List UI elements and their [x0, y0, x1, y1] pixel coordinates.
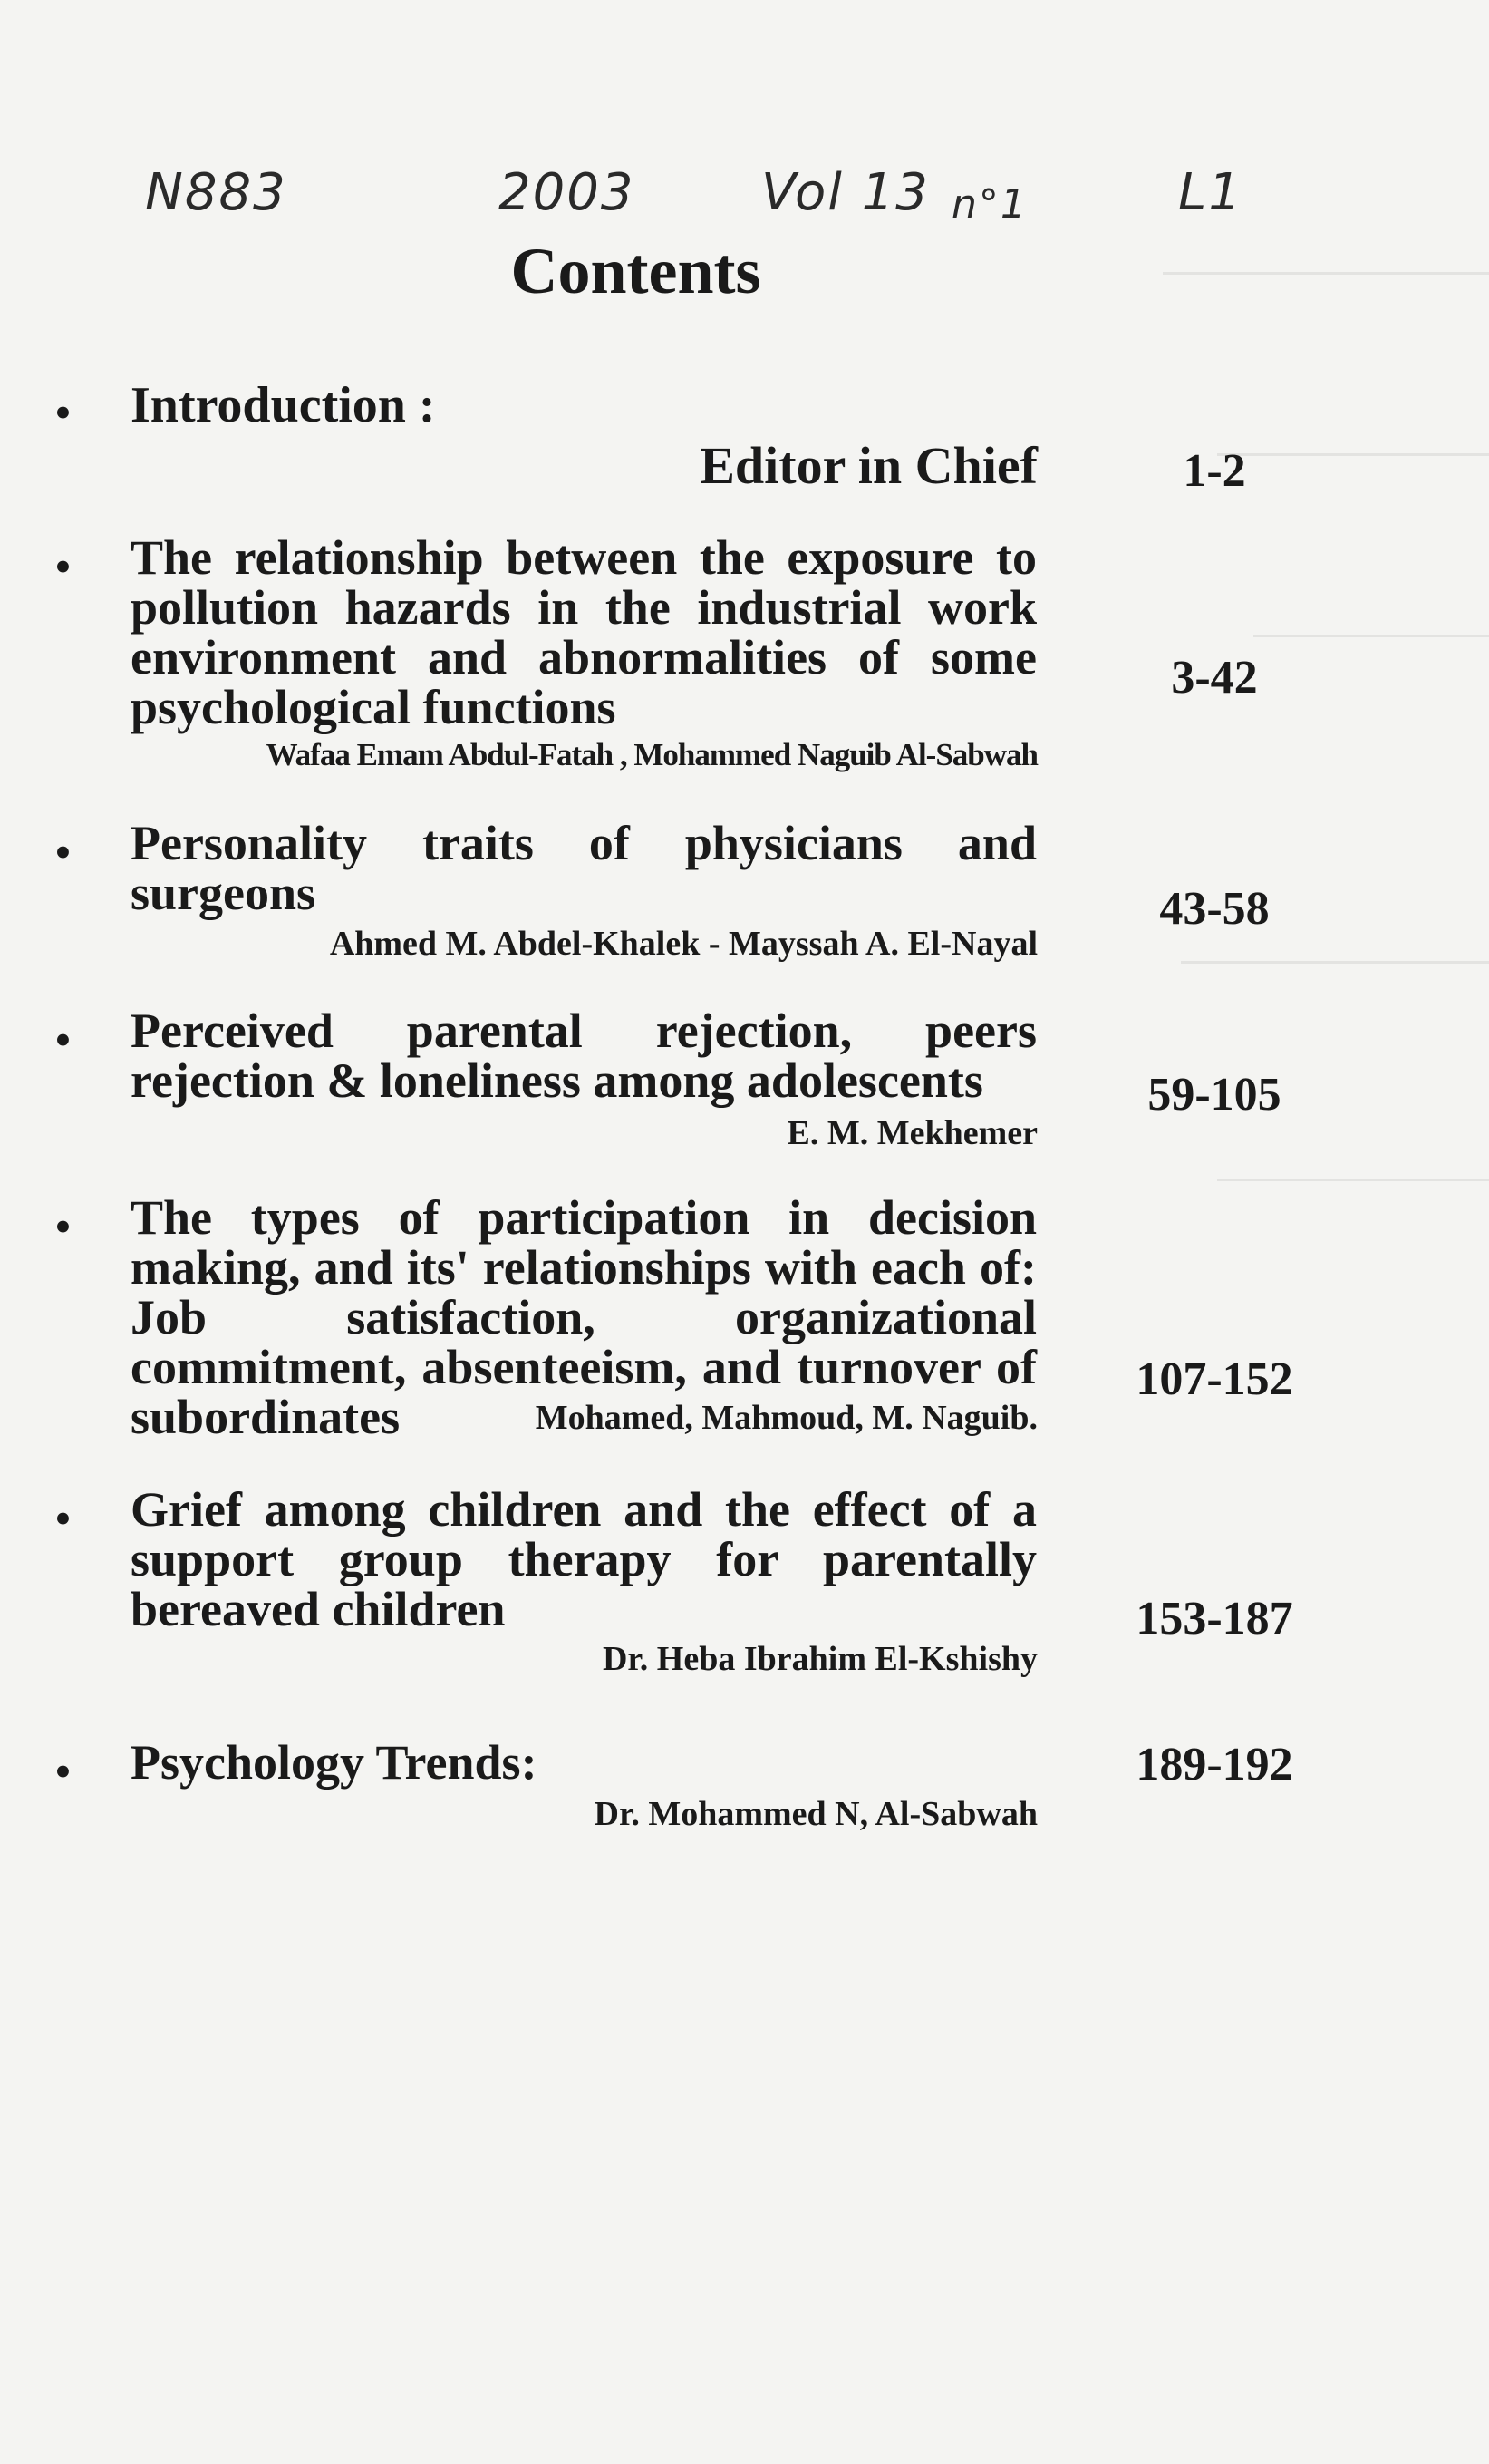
entry-author: Mohamed, Mahmoud, M. Naguib.	[535, 1399, 1038, 1437]
entry-author: Ahmed M. Abdel-Khalek - Mayssah A. El-Nayal	[329, 925, 1038, 963]
bullet-icon: •	[54, 1199, 72, 1254]
entry-author: Wafaa Emam Abdul-Fatah , Mohammed Naguib Al-Sabwah	[266, 737, 1038, 772]
handwritten-note-volume: Vol 13	[761, 163, 930, 222]
bullet-icon: •	[54, 1491, 72, 1546]
entry-pages: 3-42	[1171, 652, 1258, 703]
entry-title: Psychology Trends:	[131, 1735, 537, 1790]
entry-pages: 189-192	[1136, 1739, 1293, 1790]
bullet-icon: •	[54, 825, 72, 879]
entry-pages: 107-152	[1136, 1353, 1293, 1405]
entry-author: Dr. Heba Ibrahim El-Kshishy	[602, 1640, 1038, 1678]
handwritten-note-shelf: L1	[1178, 163, 1242, 222]
entry-title: Grief among children and the effect of a support group therapy for parentally bereaved children	[131, 1482, 1037, 1636]
entry-pages: 1-2	[1183, 445, 1246, 497]
bullet-icon: •	[54, 385, 72, 440]
entry-title: Introduction :	[131, 377, 436, 433]
scan-artifact	[1253, 635, 1489, 637]
entry-pages: 59-105	[1147, 1069, 1281, 1120]
entry-author: Editor in Chief	[700, 436, 1038, 495]
scan-artifact	[1181, 961, 1489, 964]
bullet-icon: •	[54, 1744, 72, 1799]
page-title: Contents	[510, 235, 761, 307]
entry-title: The relationship between the exposure to pollution hazards in the industrial work environment and abnormalities of some psychological functions	[131, 530, 1037, 734]
entry-author: E. M. Mekhemer	[787, 1114, 1038, 1152]
entry-title: Personality traits of physicians and surgeons	[131, 816, 1037, 920]
scan-artifact	[1217, 1179, 1489, 1181]
handwritten-note-year: 2003	[498, 163, 635, 222]
entry-pages: 43-58	[1159, 883, 1270, 935]
bullet-icon: •	[54, 539, 72, 594]
entry-title: Perceived parental rejection, peers rejection & loneliness among adolescents	[131, 1004, 1037, 1108]
bullet-icon: •	[54, 1013, 72, 1067]
entry-author: Dr. Mohammed N, Al-Sabwah	[594, 1795, 1038, 1833]
handwritten-note-code: N883	[145, 163, 287, 222]
entry-pages: 153-187	[1136, 1593, 1293, 1644]
handwritten-note-number: n°1	[952, 181, 1028, 228]
entry-title: The types of participation in decision making, and its' relationships with each of: Job satisfaction, organizational commitment, absenteeism, and turnover of subordinates	[131, 1190, 1037, 1444]
